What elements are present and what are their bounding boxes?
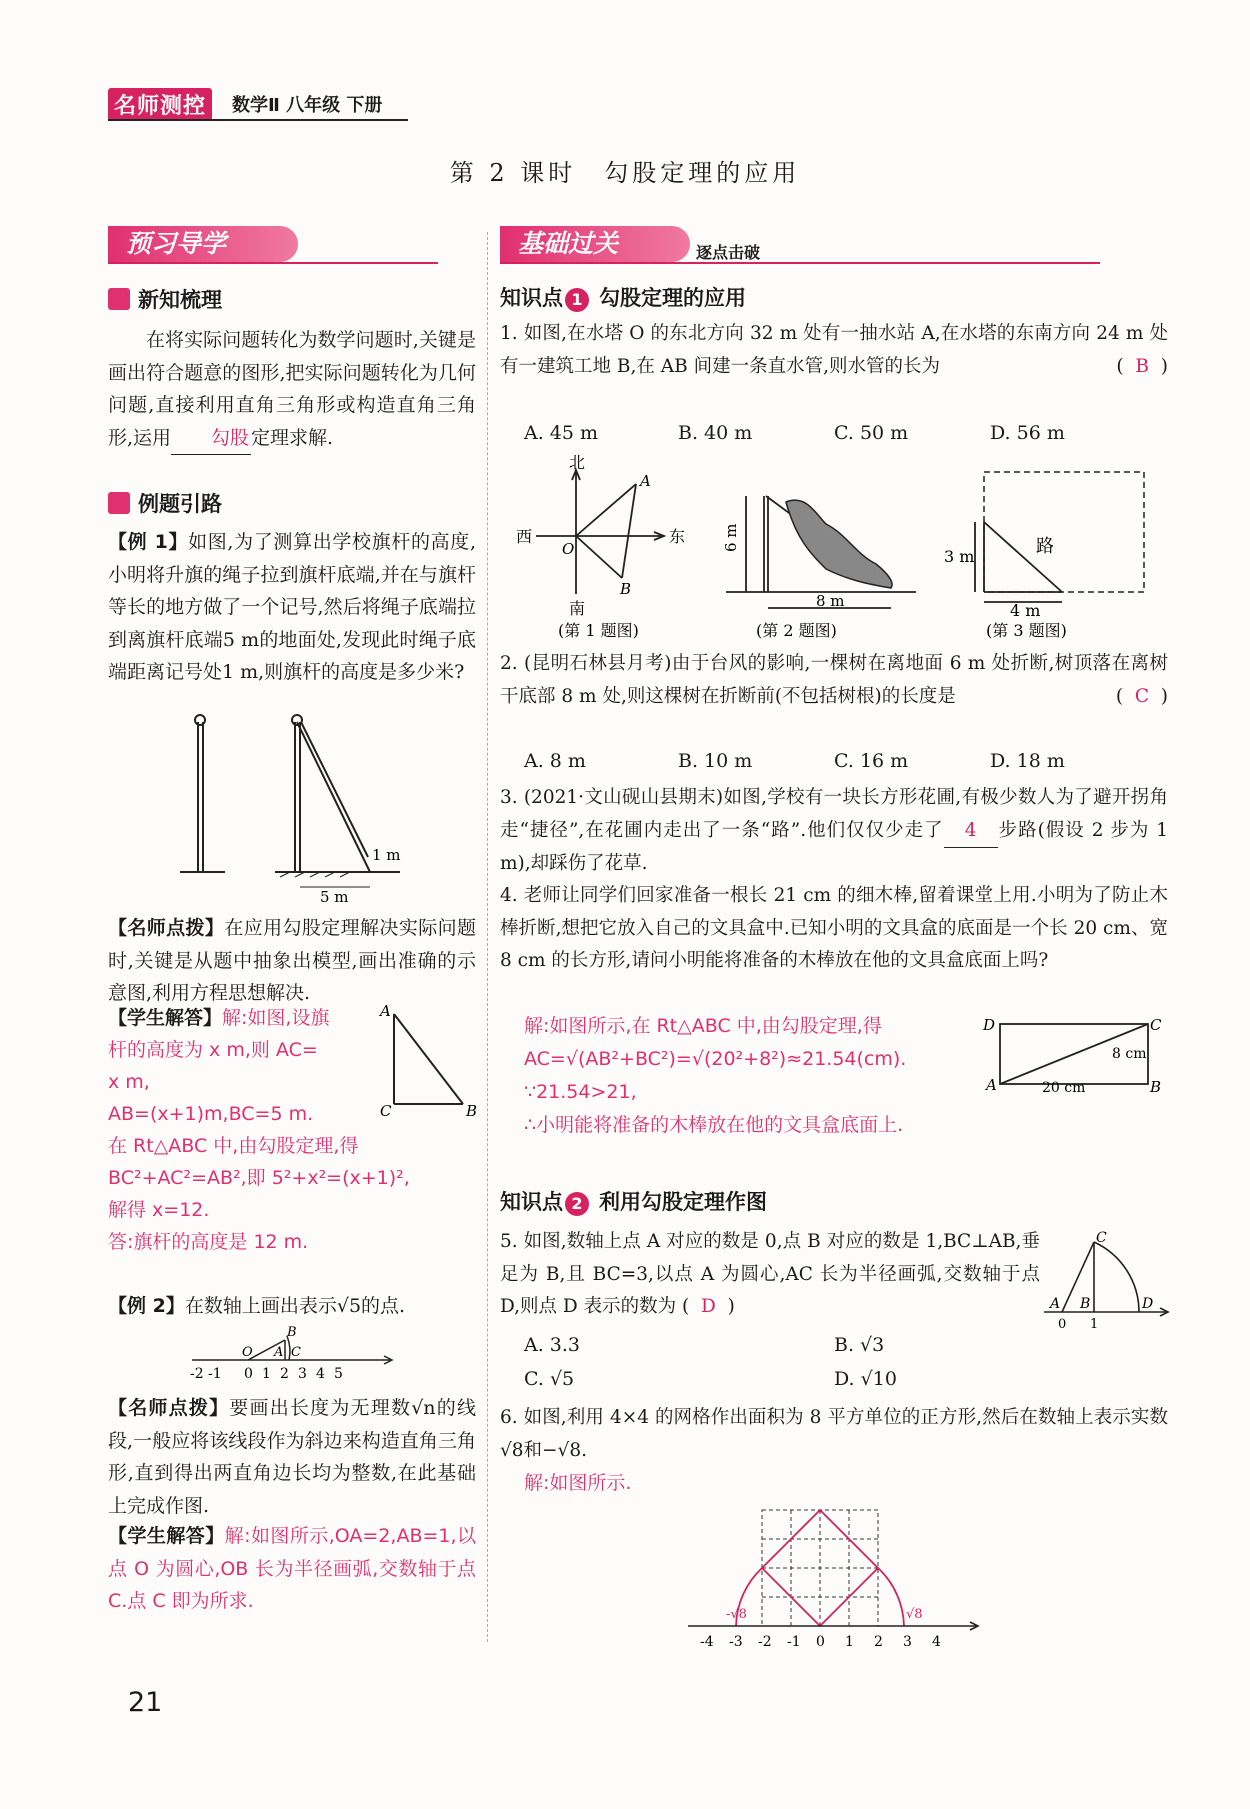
svg-text:B: B [1150,1078,1162,1094]
svg-text:O: O [562,540,575,558]
q6-axis-ticks [700,1634,941,1650]
svg-text:8 m: 8 m [816,592,845,610]
q1-option-d: D. 56 m [990,422,1065,444]
svg-text:-2: -2 [758,1634,772,1650]
svg-text:A: A [1050,1296,1061,1312]
brand-logo: 名师测控 [108,88,212,121]
svg-text:-1: -1 [208,1366,222,1382]
column-divider [487,232,488,1642]
q2-option-d: D. 18 m [990,750,1065,772]
svg-text:C: C [1096,1230,1107,1246]
svg-text:C: C [1150,1016,1162,1034]
svg-text:-3: -3 [729,1634,743,1650]
svg-text:北: 北 [569,454,586,472]
section-new-knowledge: 新知梳理 [108,284,222,314]
q5-option-a: A. 3.3 [524,1334,581,1356]
page-number: 21 [128,1687,163,1718]
q1-option-a: A. 45 m [524,422,599,444]
svg-text:-√8: -√8 [726,1607,747,1622]
practice-banner-sub: 逐点击破 [696,243,761,262]
question-3: 3. (2021·文山砚山县期末)如图,学校有一块长方形花圃,有极少数人为了避开拐角走“捷径”,在花圃内走出了一条“路”.他们仅仅少走了 4 步路(假设 2 步为 1 m),却踩伤了花草. [500,787,1168,874]
intro-answer-blank: 勾股 [171,422,251,456]
svg-text:D: D [983,1016,996,1034]
preview-banner: 预习导学 [108,226,298,262]
fig2-caption: (第 2 题图) [756,621,837,640]
svg-text:东: 东 [669,527,686,546]
svg-text:0: 0 [1058,1317,1067,1332]
svg-text:1: 1 [1090,1317,1099,1332]
page-title: 第 2 课时 勾股定理的应用 [449,159,801,187]
q4-answer: 解:如图所示,在 Rt△ABC 中,由勾股定理,得 AC=√(AB²+BC²)=√(20²+8²)≈21.54(cm). ∵21.54>21, ∴小明能将准备的木棒放在他的文具盒底面上. [524,1015,907,1136]
tip1-text: 【名师点拨】在应用勾股定理解决实际问题时,关键是从题中抽象出模型,画出准确的示意图,利用方程思想解决. [108,917,476,1004]
svg-text:4: 4 [316,1366,325,1382]
book-subject: 数学Ⅱ 八年级 下册 [232,95,383,116]
svg-text:2: 2 [280,1366,289,1382]
svg-text:1: 1 [262,1366,271,1382]
svg-text:B: B [1080,1296,1091,1312]
q5-option-b: B. √3 [834,1334,885,1356]
q1-answer: B [1135,355,1150,377]
signpost-icon [108,492,130,514]
section-examples: 例题引路 [108,488,222,518]
q5-option-c: C. √5 [524,1368,575,1390]
question-4: 4. 老师让同学们回家准备一根长 21 cm 的细木棒,留着课堂上用.小明为了防止木棒折断,想把它放入自己的文具盒中.已知小明的文具盒的底面是一个长 20 cm、宽 8 cm 的长方形,请问小明能将准备的木棒放在他的文具盒底面上吗? [500,885,1168,971]
knowledge-point-2: 知识点 2 利用勾股定理作图 [500,1190,767,1214]
svg-text:5: 5 [334,1366,343,1382]
svg-text:D: D [1142,1296,1154,1312]
intro-paragraph: 在将实际问题转化为数学问题时,关键是画出符合题意的图形,把实际问题转化为几何问题,直接利用直角三角形或构造直角三角形,运用 勾股 定理求解. [108,324,476,455]
fig1-caption: (第 1 题图) [558,621,639,640]
q1-compass-figure [514,454,704,644]
svg-text:3: 3 [298,1366,307,1382]
practice-banner: 基础过关 [500,226,690,262]
question-2: 2. (昆明石林县月考)由于台风的影响,一棵树在离地面 6 m 处折断,树顶落在离树干底部 8 m 处,则这棵树在折断前(不包括树根)的长度是 ( C ) [500,653,1168,707]
svg-text:-1: -1 [787,1634,801,1650]
svg-text:C: C [291,1345,301,1360]
svg-text:B: B [620,580,632,598]
question-6: 6. 如图,利用 4×4 的网格作出面积为 8 平方单位的正方形,然后在数轴上表示实数√8和−√8. [500,1407,1168,1461]
knowledge-point-1: 知识点 1 勾股定理的应用 [500,286,746,310]
svg-text:0: 0 [244,1366,253,1382]
svg-text:A: A [274,1345,284,1360]
flagpole-figure [170,712,420,902]
q2-option-a: A. 8 m [524,750,586,772]
svg-text:B: B [466,1102,478,1120]
q4-box-figure [980,1012,1170,1094]
q5-arc-figure [1040,1228,1170,1338]
svg-text:√8: √8 [906,1607,923,1622]
svg-text:-4: -4 [700,1634,714,1650]
svg-text:O: O [242,1345,253,1360]
axis2-tick-labels [190,1366,343,1382]
q2-tree-figure [716,484,926,644]
svg-text:0: 0 [816,1634,825,1650]
svg-text:路: 路 [1036,536,1054,557]
svg-text:-2: -2 [190,1366,204,1382]
question-1: 1. 如图,在水塔 O 的东北方向 32 m 处有一抽水站 A,在水塔的东南方向 24 m 处有一建筑工地 B,在 AB 间建一条直水管,则水管的长为 ( B ) [500,323,1168,377]
svg-text:西: 西 [516,527,533,546]
number-line-sqrt5 [190,1322,400,1382]
svg-text:8 cm: 8 cm [1112,1046,1147,1062]
svg-text:A: A [640,472,651,490]
answer2-text: 【学生解答】解:如图所示,OA=2,AB=1,以点 O 为圆心,OB 长为半径画弧,交数轴于点 C.点 C 即为所求. [108,1525,476,1612]
q2-answer: C [1134,685,1150,707]
q2-option-b: B. 10 m [678,750,753,772]
svg-text:4 m: 4 m [1010,601,1041,620]
example2-text: 【例 2】在数轴上画出表示√5的点. [108,1295,406,1317]
q3-garden-figure [940,466,1150,644]
svg-text:A: A [986,1076,997,1094]
q1-option-c: C. 50 m [834,422,909,444]
q3-answer-blank: 4 [944,815,998,849]
q1-option-b: B. 40 m [678,422,753,444]
svg-text:2: 2 [874,1634,883,1650]
svg-text:C: C [380,1102,392,1120]
svg-text:1: 1 [845,1634,854,1650]
q2-option-c: C. 16 m [834,750,909,772]
svg-text:3: 3 [903,1634,912,1650]
q6-grid-figure [680,1496,990,1656]
header-rule [108,119,408,121]
banner-rule-right [500,262,1100,264]
svg-text:A: A [380,1004,391,1020]
question-5: 5. 如图,数轴上点 A 对应的数是 0,点 B 对应的数是 1,BC⊥AB,垂足为 B,且 BC=3,以点 A 为圆心,AC 长为半径画弧,交数轴于点 D,则点 D 表示的数为 ( D ) [500,1231,1040,1317]
q5-option-d: D. √10 [834,1368,897,1390]
pencil-icon [108,288,130,310]
fig3-caption: (第 3 题图) [986,621,1067,640]
svg-text:20 cm: 20 cm [1042,1080,1086,1094]
fig1-label-5m: 5 m [320,888,349,902]
fig1-label-1m: 1 m [372,846,401,864]
svg-text:3 m: 3 m [944,547,975,566]
example1-text: 【例 1】如图,为了测算出学校旗杆的高度,小明将升旗的绳子拉到旗杆底端,并在与旗杆等长的地方做了一个记号,然后将绳子底端拉到离旗杆底端5 m的地面处,发现此时绳子底端距离记号处1 m,则旗杆的高度是多少米? [108,531,476,683]
svg-text:6 m: 6 m [722,523,740,552]
banner-rule [108,262,438,264]
answer1-block: 【学生解答】解:如图,设旗 杆的高度为 x m,则 AC= x m, AB=(x+1)m,BC=5 m. 在 Rt△ABC 中,由勾股定理,得 BC²+AC²=AB²,即 5²+x²=(x+1)², 解得 x=12. 答:旗杆的高度是 12 m. [108,1007,410,1253]
q6-answer: 解:如图所示. [524,1472,632,1494]
tip2-text: 【名师点拨】要画出长度为无理数√n的线段,一般应将该线段作为斜边来构造直角三角形,直到得出两直角边长均为整数,在此基础上完成作图. [108,1397,476,1517]
svg-text:4: 4 [932,1634,941,1650]
svg-text:南: 南 [569,599,586,618]
svg-text:B: B [287,1325,297,1340]
q5-answer: D [701,1296,716,1317]
right-triangle-figure [378,1004,478,1124]
